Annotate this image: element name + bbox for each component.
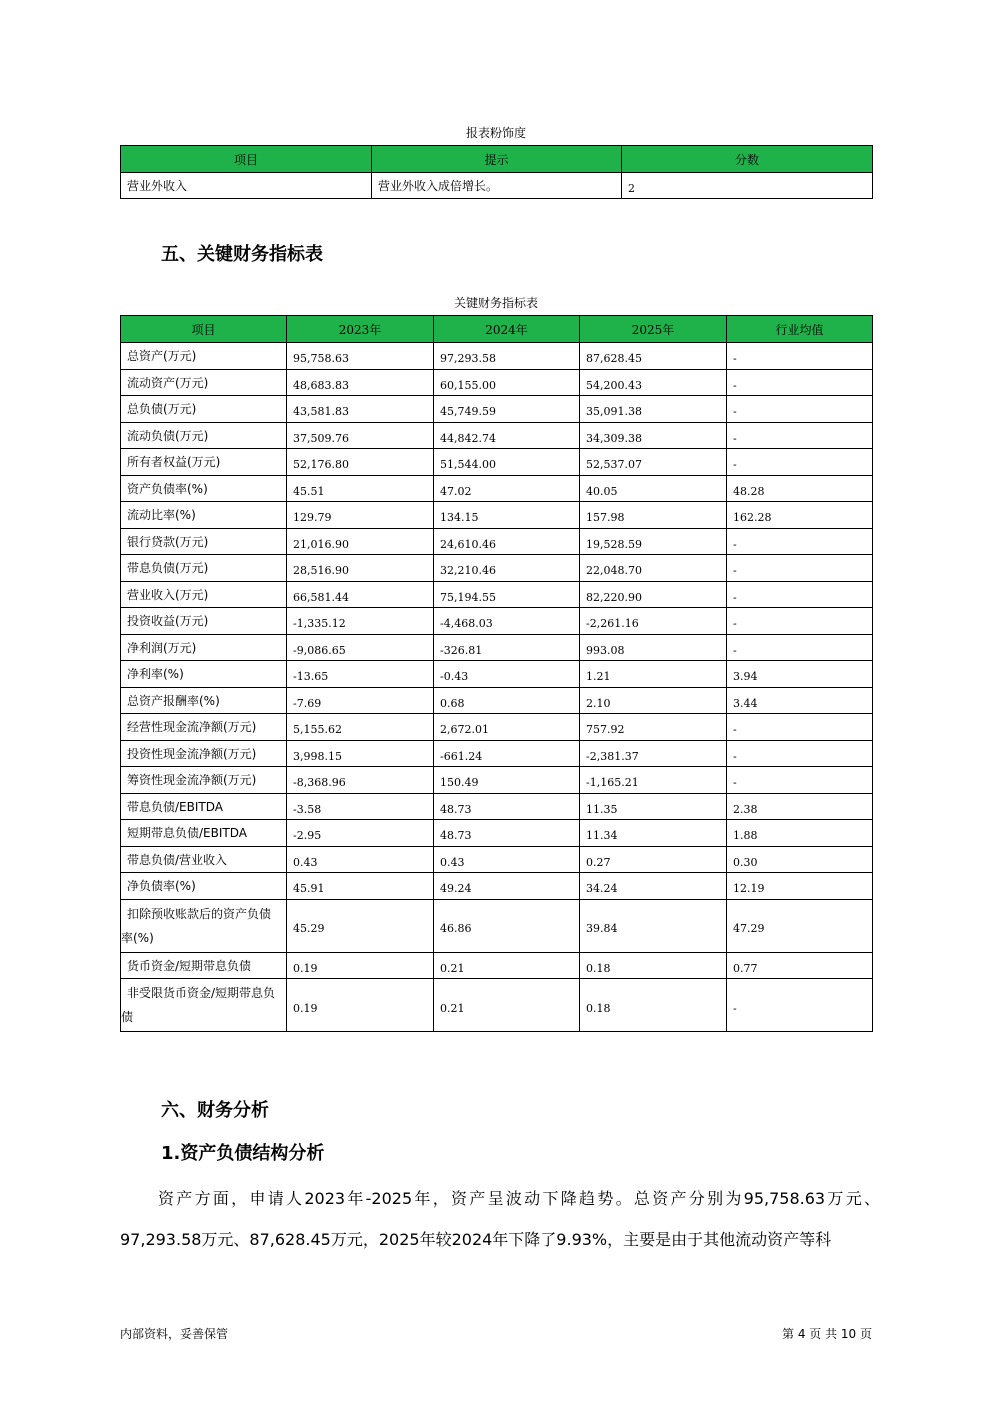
table-cell: -: [727, 979, 873, 1032]
table-row: [121, 173, 873, 199]
table-cell: 37,509.76: [287, 422, 434, 449]
table-row: [121, 979, 873, 1032]
table-row: [121, 555, 873, 582]
row-label-cell: 投资收益(万元): [121, 608, 287, 635]
table-cell: 1.88: [727, 820, 873, 847]
table-cell: 134.15: [434, 502, 580, 529]
table-cell: -: [727, 714, 873, 741]
table-cell: 97,293.58: [434, 343, 580, 370]
table-cell: 0.68: [434, 687, 580, 714]
table-cell: 150.49: [434, 767, 580, 794]
table-row: [121, 793, 873, 820]
table-cell: -326.81: [434, 634, 580, 661]
table-cell: 35,091.38: [580, 396, 727, 423]
table-cell: 47.29: [727, 899, 873, 952]
table-header-cell: 分数: [622, 146, 873, 173]
row-label-cell: 非受限货币资金/短期带息负债: [121, 979, 287, 1032]
table-row: [121, 846, 873, 873]
table-cell: 95,758.63: [287, 343, 434, 370]
row-label-cell: 短期带息负债/EBITDA: [121, 820, 287, 847]
table-row: [121, 369, 873, 396]
table-cell: 44,842.74: [434, 422, 580, 449]
table-cell: 32,210.46: [434, 555, 580, 582]
table-cell: -0.43: [434, 661, 580, 688]
table-cell: 162.28: [727, 502, 873, 529]
table-row: [121, 475, 873, 502]
row-label-cell: 带息负债/EBITDA: [121, 793, 287, 820]
table-row: [121, 767, 873, 794]
report-whitewash-table: [120, 145, 873, 199]
row-label-cell: 投资性现金流净额(万元): [121, 740, 287, 767]
table-cell: 1.21: [580, 661, 727, 688]
table-cell: 0.21: [434, 979, 580, 1032]
table-row: [121, 820, 873, 847]
row-label-cell: 扣除预收账款后的资产负债率(%): [121, 899, 287, 952]
table-row: [121, 714, 873, 741]
row-label-cell: 带息负债/营业收入: [121, 846, 287, 873]
table-cell: 52,537.07: [580, 449, 727, 476]
table1-caption: 报表粉饰度: [465, 126, 526, 140]
table-row: [121, 687, 873, 714]
table-cell: -7.69: [287, 687, 434, 714]
table-cell: -13.65: [287, 661, 434, 688]
table-cell: 2.10: [580, 687, 727, 714]
table-cell: 0.43: [434, 846, 580, 873]
table-cell: 0.19: [287, 952, 434, 979]
table-cell: 54,200.43: [580, 369, 727, 396]
table2-caption: 关键财务指标表: [453, 296, 538, 310]
table-row: [121, 740, 873, 767]
table-cell: -: [727, 422, 873, 449]
table-cell: -2.95: [287, 820, 434, 847]
table-cell: -2,381.37: [580, 740, 727, 767]
table-cell: 75,194.55: [434, 581, 580, 608]
row-label-cell: 营业收入(万元): [121, 581, 287, 608]
table-row: [121, 502, 873, 529]
row-label-cell: 净利润(万元): [121, 634, 287, 661]
table-cell: -: [727, 396, 873, 423]
table-cell: 45.29: [287, 899, 434, 952]
table-cell: 11.35: [580, 793, 727, 820]
table-cell: 757.92: [580, 714, 727, 741]
table-cell: 2: [622, 173, 873, 199]
table-row: [121, 528, 873, 555]
table-cell: 22,048.70: [580, 555, 727, 582]
row-label-cell: 营业外收入: [121, 173, 372, 199]
table-header-cell: 项目: [121, 146, 372, 173]
table-cell: 48,683.83: [287, 369, 434, 396]
row-label-cell: 总负债(万元): [121, 396, 287, 423]
table-cell: 2,672.01: [434, 714, 580, 741]
table-cell: 66,581.44: [287, 581, 434, 608]
row-label-cell: 货币资金/短期带息负债: [121, 952, 287, 979]
table-cell: -: [727, 608, 873, 635]
table-cell: 45,749.59: [434, 396, 580, 423]
table-cell: -3.58: [287, 793, 434, 820]
table-cell: 34,309.38: [580, 422, 727, 449]
row-label-cell: 流动比率(%): [121, 502, 287, 529]
table-cell: -1,165.21: [580, 767, 727, 794]
table-cell: -: [727, 449, 873, 476]
table-cell: 993.08: [580, 634, 727, 661]
table-row: [121, 422, 873, 449]
row-label-cell: 银行贷款(万元): [121, 528, 287, 555]
table-row: [121, 899, 873, 952]
table-cell: 0.27: [580, 846, 727, 873]
table-cell: 45.51: [287, 475, 434, 502]
table-row: [121, 581, 873, 608]
table-cell: -: [727, 343, 873, 370]
table-cell: 0.18: [580, 979, 727, 1032]
table-cell: 51,544.00: [434, 449, 580, 476]
analysis-paragraph: 资产方面，申请人2023年-2025年，资产呈波动下降趋势。总资产分别为95,758.63万元、97,293.58万元、87,628.45万元，2025年较2024年下降了9.93%，主要是由于其他流动资产等科: [120, 1189, 880, 1249]
table-row: [121, 661, 873, 688]
row-label-cell: 带息负债(万元): [121, 555, 287, 582]
table-cell: 48.28: [727, 475, 873, 502]
table-cell: -4,468.03: [434, 608, 580, 635]
table-cell: -: [727, 581, 873, 608]
table-cell: -: [727, 555, 873, 582]
table-cell: 2.38: [727, 793, 873, 820]
footer-page-number: 第 4 页 共 10 页: [782, 1327, 872, 1341]
row-label-cell: 总资产(万元): [121, 343, 287, 370]
table-cell: 0.77: [727, 952, 873, 979]
table-cell: 34.24: [580, 873, 727, 900]
table-cell: 3,998.15: [287, 740, 434, 767]
table-cell: 营业外收入成倍增长。: [372, 173, 622, 199]
table-cell: 60,155.00: [434, 369, 580, 396]
table-header-cell: 2025年: [580, 316, 727, 343]
section5-title: 五、关键财务指标表: [161, 244, 323, 265]
table-cell: -1,335.12: [287, 608, 434, 635]
table-cell: 0.19: [287, 979, 434, 1032]
table-cell: 28,516.90: [287, 555, 434, 582]
table-row: [121, 608, 873, 635]
table-cell: 3.44: [727, 687, 873, 714]
table-cell: 12.19: [727, 873, 873, 900]
row-label-cell: 所有者权益(万元): [121, 449, 287, 476]
table-cell: -9,086.65: [287, 634, 434, 661]
table-header-cell: 2024年: [434, 316, 580, 343]
table-cell: 0.43: [287, 846, 434, 873]
key-financial-indicators-table: [120, 315, 873, 1032]
table-cell: 48.73: [434, 820, 580, 847]
table-row: [121, 449, 873, 476]
table-cell: 21,016.90: [287, 528, 434, 555]
table-cell: 0.21: [434, 952, 580, 979]
table-cell: 5,155.62: [287, 714, 434, 741]
table-row: [121, 952, 873, 979]
table-header-cell: 行业均值: [727, 316, 873, 343]
table-cell: -: [727, 528, 873, 555]
table-cell: 11.34: [580, 820, 727, 847]
row-label-cell: 净负债率(%): [121, 873, 287, 900]
table-header-cell: 提示: [372, 146, 622, 173]
row-label-cell: 经营性现金流净额(万元): [121, 714, 287, 741]
table-cell: 24,610.46: [434, 528, 580, 555]
table-cell: 45.91: [287, 873, 434, 900]
table-cell: 0.30: [727, 846, 873, 873]
table-cell: -: [727, 369, 873, 396]
table-cell: -: [727, 767, 873, 794]
row-label-cell: 流动负债(万元): [121, 422, 287, 449]
table-row: [121, 634, 873, 661]
table-cell: 46.86: [434, 899, 580, 952]
table-row: [121, 396, 873, 423]
table-cell: 49.24: [434, 873, 580, 900]
table-cell: -: [727, 740, 873, 767]
table-cell: 52,176.80: [287, 449, 434, 476]
table-cell: -661.24: [434, 740, 580, 767]
section6-title: 六、财务分析: [161, 1100, 269, 1121]
table-row: [121, 873, 873, 900]
section6-subtitle: 1.资产负债结构分析: [161, 1143, 325, 1164]
table-cell: -: [727, 634, 873, 661]
row-label-cell: 筹资性现金流净额(万元): [121, 767, 287, 794]
table-cell: 43,581.83: [287, 396, 434, 423]
table-header-cell: 2023年: [287, 316, 434, 343]
row-label-cell: 总资产报酬率(%): [121, 687, 287, 714]
table-cell: 47.02: [434, 475, 580, 502]
row-label-cell: 净利率(%): [121, 661, 287, 688]
table-cell: 87,628.45: [580, 343, 727, 370]
table-cell: 0.18: [580, 952, 727, 979]
footer-confidential: 内部资料，妥善保管: [120, 1327, 229, 1341]
table-cell: 39.84: [580, 899, 727, 952]
table-cell: 40.05: [580, 475, 727, 502]
table-header-cell: 项目: [121, 316, 287, 343]
table-cell: -8,368.96: [287, 767, 434, 794]
table-cell: 19,528.59: [580, 528, 727, 555]
table-cell: 48.73: [434, 793, 580, 820]
table-row: [121, 343, 873, 370]
table-cell: 3.94: [727, 661, 873, 688]
table-cell: 129.79: [287, 502, 434, 529]
row-label-cell: 流动资产(万元): [121, 369, 287, 396]
table-cell: -2,261.16: [580, 608, 727, 635]
table-cell: 82,220.90: [580, 581, 727, 608]
table-cell: 157.98: [580, 502, 727, 529]
row-label-cell: 资产负债率(%): [121, 475, 287, 502]
